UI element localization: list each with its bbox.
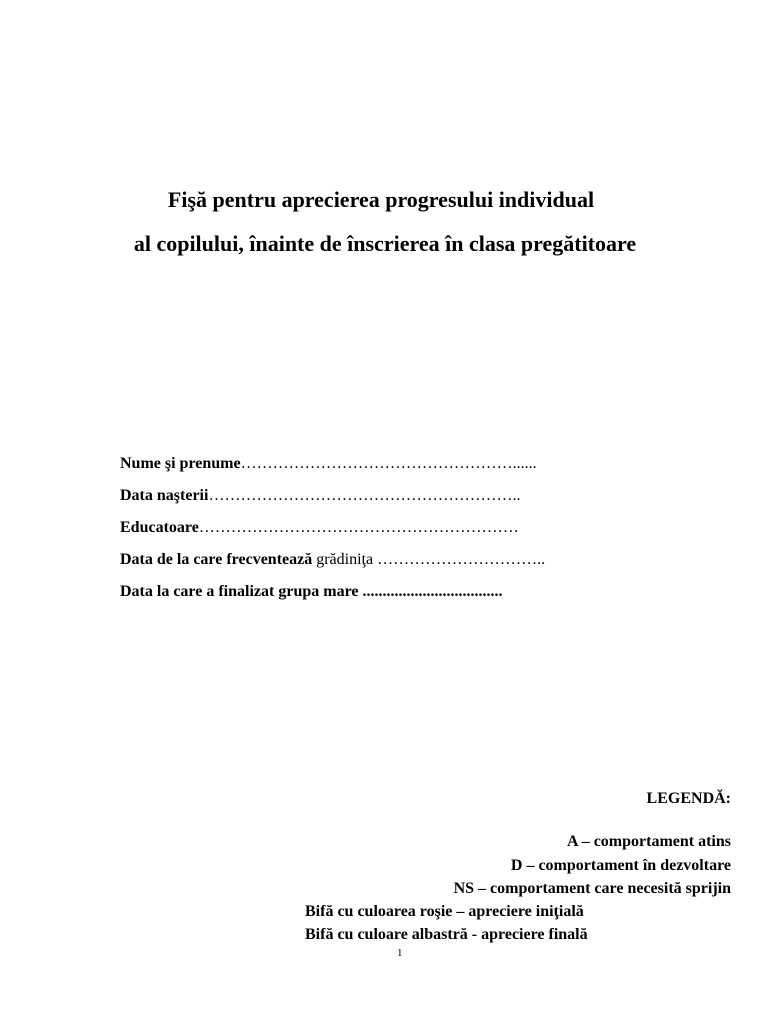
legend-title: LEGENDĂ: (646, 790, 731, 807)
field-attendance-start-blank: ………………………….. (373, 551, 546, 568)
field-birth-date-label: Data naşterii (120, 487, 209, 504)
field-completion-date (120, 580, 545, 604)
page-number: 1 (397, 947, 403, 959)
field-birth-date (120, 484, 545, 508)
field-name-blank: ……………………………………………...... (240, 455, 537, 472)
field-attendance-start-label-bold: Data de la care frecventează (120, 551, 313, 568)
field-completion-date-label: Data la care a finalizat grupa mare (120, 583, 359, 600)
student-info-fields (120, 452, 545, 612)
field-name (120, 452, 545, 476)
field-name-label: Nume şi prenume (120, 455, 241, 472)
legend-item-a: A – comportament atins (567, 833, 731, 850)
legend-color-blue: Bifă cu culoare albastră - apreciere finală (305, 926, 588, 943)
field-birth-date-blank: ………………………………………………….. (208, 487, 521, 504)
field-completion-date-blank: ................................... (358, 583, 503, 600)
field-attendance-start-label (120, 551, 373, 568)
field-teacher-label: Educatoare (120, 519, 199, 536)
field-attendance-start-label-plain: grădiniţa (312, 551, 374, 568)
document-title-line-1: Fişă pentru aprecierea progresului individual (167, 187, 595, 212)
legend-item-d: D – comportament în dezvoltare (510, 856, 731, 874)
document-title-line-2: al copilului, înainte de înscrierea în clasa pregătitoare (133, 231, 637, 256)
legend-list (454, 830, 731, 901)
field-teacher-blank: …………………………………………………… (198, 519, 519, 536)
legend-color-red: Bifă cu culoarea roşie – apreciere iniţială (305, 903, 584, 920)
field-attendance-start (120, 548, 545, 572)
field-teacher (120, 516, 545, 540)
legend-item-ns: NS – comportament care necesită sprijin (453, 880, 731, 897)
